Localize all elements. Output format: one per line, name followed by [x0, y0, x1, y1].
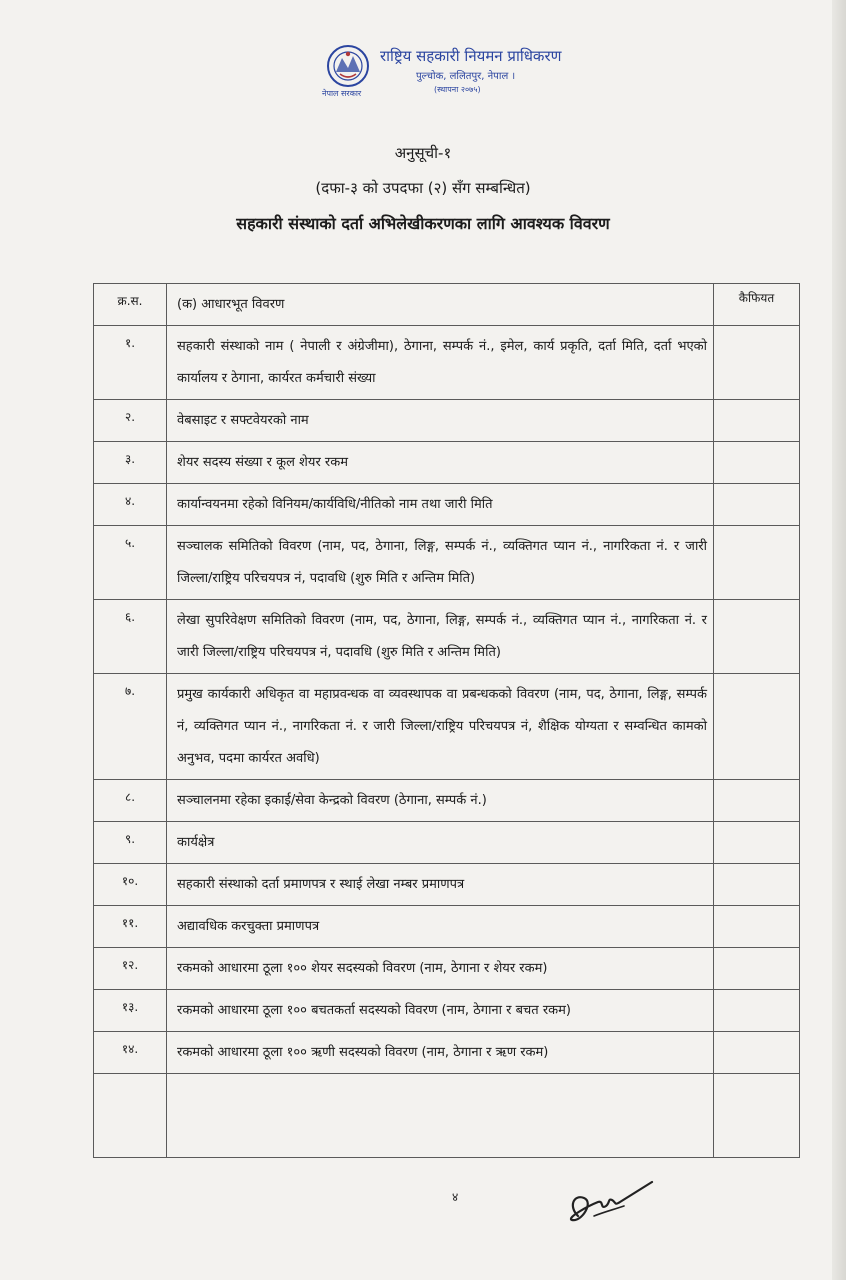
row-remarks [714, 948, 800, 990]
table-row-empty [94, 1074, 800, 1158]
row-remarks [714, 526, 800, 600]
row-number [94, 1074, 167, 1158]
row-description: सहकारी संस्थाको नाम ( नेपाली र अंग्रेजीमा), ठेगाना, सम्पर्क नं., इमेल, कार्य प्रकृति, दर्ता मिति, दर्ता भएको कार्यालय र ठेगाना, कार्यरत कर्मचारी संख्या [167, 326, 714, 400]
row-number: १२. [94, 948, 167, 990]
table-row [94, 674, 800, 780]
row-number: १०. [94, 864, 167, 906]
table-row [94, 948, 800, 990]
row-description: कार्यान्वयनमा रहेको विनियम/कार्यविधि/नीतिको नाम तथा जारी मिति [167, 484, 714, 526]
row-remarks [714, 326, 800, 400]
table-row [94, 484, 800, 526]
row-number: २. [94, 400, 167, 442]
row-description: शेयर सदस्य संख्या र कूल शेयर रकम [167, 442, 714, 484]
row-description: सञ्चालनमा रहेका इकाई/सेवा केन्द्रको विवरण (ठेगाना, सम्पर्क नं.) [167, 780, 714, 822]
row-description: अद्यावधिक करचुक्ता प्रमाणपत्र [167, 906, 714, 948]
emblem-icon [322, 42, 374, 94]
document-title: सहकारी संस्थाको दर्ता अभिलेखीकरणका लागि आवश्यक विवरण [236, 214, 610, 233]
row-description: रकमको आधारमा ठूला १०० बचतकर्ता सदस्यको विवरण (नाम, ठेगाना र बचत रकम) [167, 990, 714, 1032]
row-description: सञ्चालक समितिको विवरण (नाम, पद, ठेगाना, लिङ्ग, सम्पर्क नं., व्यक्तिगत प्यान नं., नागरिकता नं. र जारी जिल्ला/राष्ट्रिय परिचयपत्र नं, पदावधि (शुरु मिति र अन्तिम मिति) [167, 526, 714, 600]
row-number: ५. [94, 526, 167, 600]
row-description: रकमको आधारमा ठूला १०० शेयर सदस्यको विवरण (नाम, ठेगाना र शेयर रकम) [167, 948, 714, 990]
row-number: ११. [94, 906, 167, 948]
organization-established: (स्थापना २०७५) [434, 85, 481, 94]
row-remarks [714, 906, 800, 948]
row-description [167, 1074, 714, 1158]
row-remarks [714, 864, 800, 906]
row-remarks [714, 484, 800, 526]
table-row [94, 400, 800, 442]
table-row [94, 600, 800, 674]
row-number: ६. [94, 600, 167, 674]
table-row [94, 780, 800, 822]
table-row [94, 906, 800, 948]
row-remarks [714, 990, 800, 1032]
table-row [94, 990, 800, 1032]
row-number: १४. [94, 1032, 167, 1074]
row-remarks [714, 780, 800, 822]
emblem-caption: नेपाल सरकार [322, 89, 362, 98]
signature-icon [564, 1176, 660, 1232]
row-remarks [714, 1032, 800, 1074]
remarks-header: कैफियत [714, 284, 800, 326]
table-row [94, 526, 800, 600]
organization-address: पुल्चोक, ललितपुर, नेपाल । [416, 71, 516, 82]
related-clause-heading: (दफा-३ को उपदफा (२) सँग सम्बन्धित) [315, 179, 531, 197]
schedule-heading: अनुसूची-१ [394, 144, 452, 162]
row-number: ९. [94, 822, 167, 864]
section-header: (क) आधारभूत विवरण [167, 284, 714, 326]
row-description: सहकारी संस्थाको दर्ता प्रमाणपत्र र स्थाई लेखा नम्बर प्रमाणपत्र [167, 864, 714, 906]
table-row [94, 326, 800, 400]
row-remarks [714, 1074, 800, 1158]
row-number: ७. [94, 674, 167, 780]
serial-header: क्र.स. [94, 284, 167, 326]
row-description: लेखा सुपरिवेक्षण समितिको विवरण (नाम, पद, ठेगाना, लिङ्ग, सम्पर्क नं., व्यक्तिगत प्यान नं., नागरिकता नं. र जारी जिल्ला/राष्ट्रिय परिचयपत्र नं, पदावधि (शुरु मिति र अन्तिम मिति) [167, 600, 714, 674]
row-number: १. [94, 326, 167, 400]
row-number: ८. [94, 780, 167, 822]
row-number: १३. [94, 990, 167, 1032]
row-remarks [714, 442, 800, 484]
table-row [94, 442, 800, 484]
table-row [94, 1032, 800, 1074]
row-description: प्रमुख कार्यकारी अधिकृत वा महाप्रवन्धक वा व्यवस्थापक वा प्रबन्धकको विवरण (नाम, पद, ठेगाना, लिङ्ग, सम्पर्क नं, व्यक्तिगत प्यान नं., नागरिकता नं. र जारी जिल्ला/राष्ट्रिय परिचयपत्र नं, शैक्षिक योग्यता र सम्वन्धित कामको अनुभव, पदमा कार्यरत अवधि) [167, 674, 714, 780]
row-number: ३. [94, 442, 167, 484]
letterhead [322, 42, 562, 104]
details-table [93, 283, 796, 1158]
row-description: रकमको आधारमा ठूला १०० ऋणी सदस्यको विवरण (नाम, ठेगाना र ऋण रकम) [167, 1032, 714, 1074]
row-number: ४. [94, 484, 167, 526]
row-remarks [714, 600, 800, 674]
row-remarks [714, 822, 800, 864]
row-remarks [714, 674, 800, 780]
row-description: वेबसाइट र सफ्टवेयरको नाम [167, 400, 714, 442]
table-header-row [94, 284, 800, 326]
page-number: ४ [452, 1190, 459, 1204]
table-row [94, 864, 800, 906]
row-remarks [714, 400, 800, 442]
table-row [94, 822, 800, 864]
row-description: कार्यक्षेत्र [167, 822, 714, 864]
organization-name: राष्ट्रिय सहकारी नियमन प्राधिकरण [380, 47, 562, 65]
